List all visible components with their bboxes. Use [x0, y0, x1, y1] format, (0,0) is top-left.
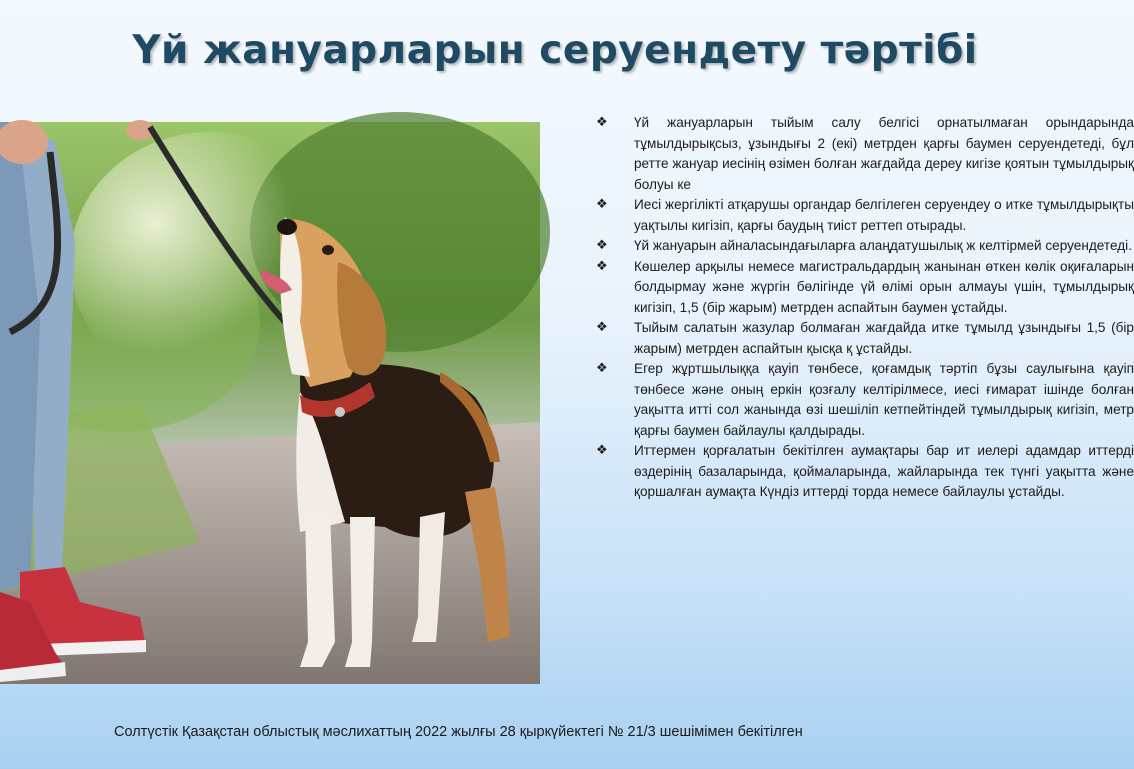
rule-text: Үй жануарларын тыйым салу белгісі орнатылмаған орындарында тұмылдырықсыз, ұзындығы 2 (екі) метрден қарғы баумен серуендетеді, бұл ретте жануар иесінің өзімен болған жағдайда дереу кигізе қоятын тұмылдырық болуы ке: [634, 115, 1134, 192]
rule-text: Иттермен қорғалатын бекітілген аумақтары бар ит иелері адамдар иттерді өздерінің базаларында, қоймаларында, жайларында тек түнгі уақытта және қоршалған аумақта Күндіз иттерді торда немесе байлаулы ұстайды.: [634, 443, 1134, 499]
rule-item: [596, 441, 1134, 503]
diamond-bullet-icon: ❖: [596, 361, 608, 376]
dog-on-leash-photo: [0, 122, 540, 684]
diamond-bullet-icon: ❖: [596, 320, 608, 335]
page-title: Үй жануарларын серуендету тәртібі: [132, 28, 978, 73]
rule-text: Көшелер арқылы немесе магистральдардың жанынан өткен көлік оқиғаларын болдырмау және жүргін бөлігінде үй өлімі орын алмауы үшін, тұмылдырық кигізіп, 1,5 (бір жарым) метрден аспайтын баумен ұстайды.: [634, 258, 1134, 315]
rule-item: [596, 236, 1134, 257]
rule-text: Үй жануарын айналасындағыларға алаңдатушылық ж келтірмей серуендетеді.: [634, 238, 1132, 253]
rule-item: [596, 113, 1134, 195]
rule-item: [596, 257, 1134, 319]
rule-item: [596, 318, 1134, 359]
rule-text: Иесі жергілікті атқарушы органдар белгілеген серуендеу о итке тұмылдырықты уақтылы кигізіп, қарғы баудың тиіст реттеп отырады.: [634, 197, 1134, 233]
rule-text: Егер жұртшылыққа қауіп төнбесе, қоғамдық тәртіп бұзы саулығына қауіп төнбесе және оның еркін қозғалу келтірілмесе, иесі ғимарат ішінде болған уақытта итті сол жанында өзі шешіліп кетпейтіндей тұмылдырық кигізіп, метр қарғы баумен байлаулы қалдырады.: [634, 361, 1134, 438]
diamond-bullet-icon: ❖: [596, 238, 608, 253]
rule-text: Тыйым салатын жазулар болмаған жағдайда итке тұмылд ұзындығы 1,5 (бір жарым) метрден аспайтын қысқа қ ұстайды.: [634, 320, 1134, 356]
footer-note: Солтүстік Қазақстан облыстық мәслихаттың 2022 жылғы 28 қыркүйектегі № 21/3 шешімімен бекітілген: [114, 724, 803, 740]
diamond-bullet-icon: ❖: [596, 258, 608, 274]
rule-item: [596, 359, 1134, 441]
diamond-bullet-icon: ❖: [596, 443, 608, 458]
rules-list: [596, 113, 1134, 658]
diamond-bullet-icon: ❖: [596, 115, 608, 130]
rule-item: [596, 195, 1134, 236]
diamond-bullet-icon: ❖: [596, 197, 608, 212]
